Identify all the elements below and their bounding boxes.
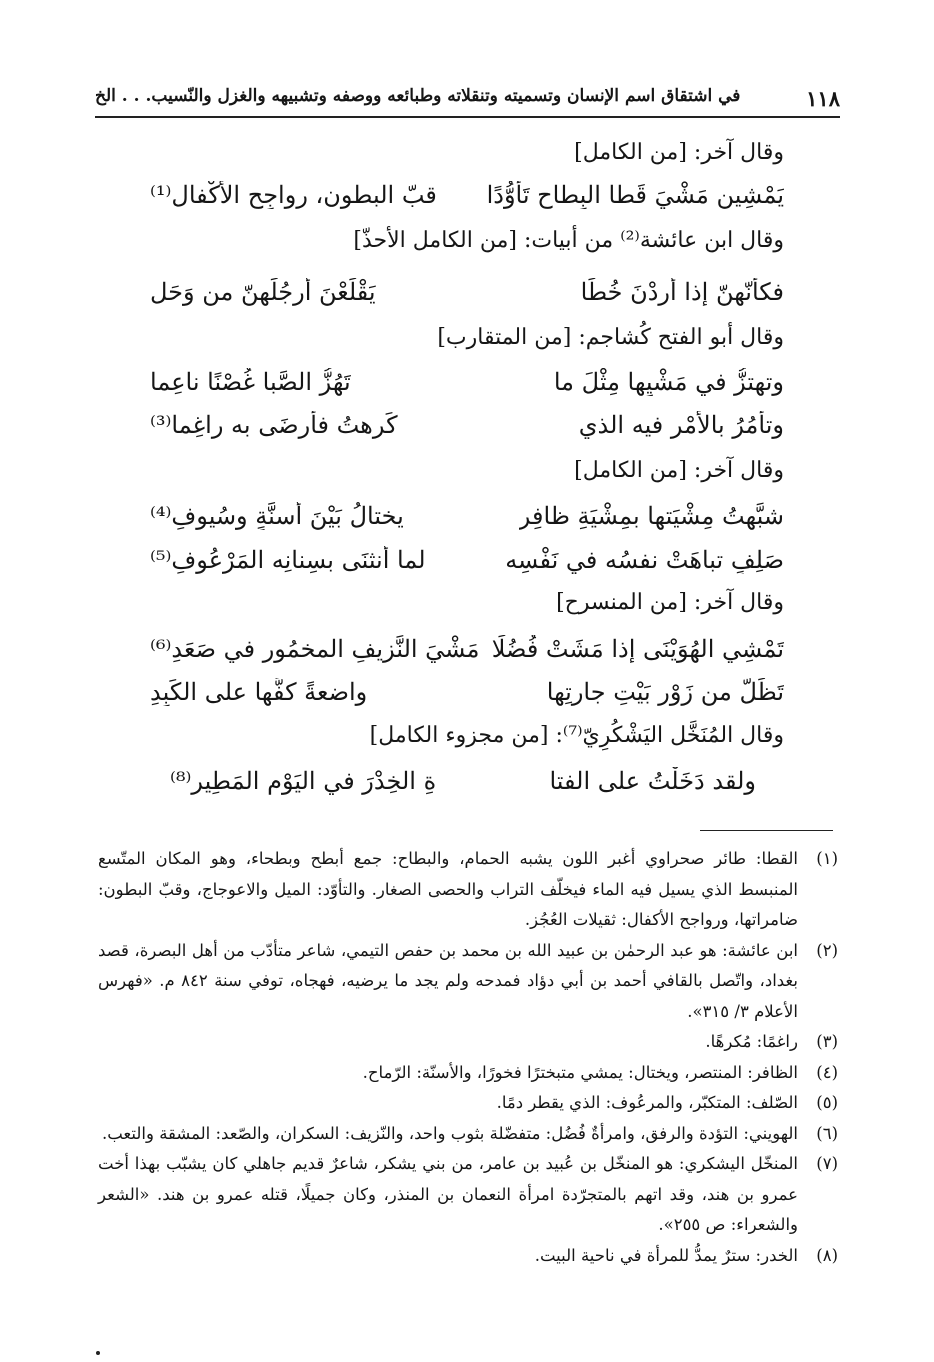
footnotes bbox=[98, 844, 838, 1271]
verse-first-hemistich: صَلِفٍ تباهَتْ نفسُه في نَفْسِه bbox=[505, 546, 784, 574]
verse-first-hemistich: يَمْشِين مَشْيَ قَطا البِطاحِ تَأَوُّدًا bbox=[486, 181, 784, 209]
footnote-number: (٨) bbox=[816, 1245, 838, 1265]
footnote-number: (٢) bbox=[816, 940, 838, 960]
footnote-number: (١) bbox=[816, 849, 838, 868]
verse-second-hemistich: ةِ الخِدْرَ في اليَوْمِ المَطِيرِ⁽⁸⁾ bbox=[170, 767, 437, 795]
footnote-number: (٦) bbox=[816, 1123, 838, 1143]
page-number: ١١٨ bbox=[806, 86, 840, 111]
verse-first-hemistich: تَظَلُّ من زَوْرِ بَيْتِ جارتِها bbox=[546, 678, 784, 706]
verse-line bbox=[150, 181, 784, 209]
page-header bbox=[95, 86, 840, 118]
footnote-text: الظافر: المنتصر، ويختال: يمشي متبخترًا فخورًا، والأسنّة: الرّماح. bbox=[362, 1062, 798, 1082]
footnote-number: (٧) bbox=[816, 1154, 838, 1173]
footnote-number: (٣) bbox=[816, 1032, 838, 1051]
intro-line: وقال آخر: [من المنسرح] bbox=[556, 590, 784, 615]
footnote bbox=[98, 1119, 838, 1150]
footnote bbox=[98, 936, 838, 1028]
footnote bbox=[98, 1027, 838, 1058]
verse-line bbox=[150, 502, 784, 530]
footnote-separator bbox=[700, 830, 833, 831]
verse-second-hemistich: قبّ البطونِ، رواجِح الأكْفالِ⁽¹⁾ bbox=[150, 181, 437, 209]
verse-line bbox=[150, 411, 784, 439]
verse-line bbox=[150, 546, 784, 574]
footnote-text: الهويني: التؤدة والرفق، وامرأةٌ فُضُل: متفضّلة بثوب واحد، والنّزيف: السكران، والصّعد: المشقة والتعب. bbox=[101, 1123, 798, 1143]
verse-second-hemistich: تَهُزُّ الصَّبا غُصْنًا ناعِما bbox=[150, 368, 351, 396]
footnote bbox=[98, 844, 838, 936]
footnote bbox=[98, 1088, 838, 1119]
verse-first-hemistich: فكأنّهنّ إذا أردْنَ خُطًا bbox=[580, 278, 784, 306]
footnote-text: المنخّل اليشكري: هو المنخّل بن عُبيد بن عامر، من بني يشكر، شاعرٌ قديم جاهلي كان يشبّب بهذا أخت عمرو بن هند، وقد اتهم بالمتجرّدة امرأة النعمان بن المنذر، وكان جميلًا، قتله عمرو بن هند. «الشعر والشعراء: ص ٢٥٥». bbox=[98, 1154, 798, 1234]
verse-second-hemistich: واضعةً كفَّها على الكَبِدِ bbox=[150, 678, 368, 706]
verse-first-hemistich: تَمْشِي الهُوَيْنَى إذا مَشَتْ فُضُلًا bbox=[491, 635, 784, 663]
footnote-number: (٥) bbox=[816, 1093, 838, 1112]
intro-line: وقال ابن عائشة⁽²⁾ من أبيات: [من الكامل الأحذّ] bbox=[353, 228, 784, 253]
footnote-text: الخدر: سترٌ يمدُّ للمرأة في ناحية البيت. bbox=[534, 1245, 798, 1265]
footnote-text: ابن عائشة: هو عبد الرحمٰن بن عبيد الله بن محمد بن حفص التيمي، شاعر متأدّب من أهل البصرة، قصد بغداد، واتّصل بالقافي أحمد بن أبي دؤاد فمدحه ولم يجد ما يرضيه، فهجاه، توفي سنة ٨٤٢ م. «فهرس الأعلام ٣/ ٣١٥». bbox=[98, 940, 798, 1021]
verse-second-hemistich: يَقْلَعْنَ أرجُلَهنّ من وَحَلِ bbox=[150, 278, 376, 306]
verse-first-hemistich: شبَّهتُ مِشْيَتها بمِشْيَةِ ظافِرٍ bbox=[518, 502, 784, 530]
footnote bbox=[98, 1149, 838, 1241]
intro-line: وقال آخر: [من الكامل] bbox=[574, 458, 784, 483]
verse-line bbox=[150, 635, 784, 663]
intro-line: وقال آخر: [من الكامل] bbox=[574, 140, 784, 165]
verse-line bbox=[150, 368, 784, 396]
verse-line bbox=[150, 278, 784, 306]
footnote-text: راغمًا: مُكرهًا. bbox=[705, 1032, 798, 1051]
intro-line: وقال أبو الفتح كُشاجم: [من المتقارب] bbox=[437, 325, 784, 350]
page-mark bbox=[96, 1351, 100, 1355]
verse-first-hemistich: وتهتزُّ في مَشْيِها مِثْلَ ما bbox=[553, 368, 784, 396]
intro-line: وقال المُنَخَّل اليَشْكُرِيّ⁽⁷⁾: [من مجزوء الكامل] bbox=[369, 723, 784, 748]
verse-second-hemistich: مَشْيَ النَّزيفِ المخمُورِ في صَعَدِ⁽⁶⁾ bbox=[150, 635, 480, 663]
footnote bbox=[98, 1058, 838, 1089]
verse-first-hemistich: وتأمُرُ بالأمْرِ فيه الذي bbox=[578, 411, 784, 439]
footnote bbox=[98, 1241, 838, 1272]
footnote-number: (٤) bbox=[816, 1062, 838, 1082]
verse-second-hemistich: يختالُ بَيْنَ أسنَّةٍ وسُيوفِ⁽⁴⁾ bbox=[150, 502, 404, 530]
verse-first-hemistich: ولقد دَخَلْتُ على الفتا bbox=[549, 767, 756, 795]
verse-line bbox=[170, 767, 756, 795]
verse-line bbox=[150, 678, 784, 706]
running-title: في اشتقاق اسم الإنسان وتسميته وتنقلاته وطبائعه ووصفه وتشبيهه والغزل والنّسيب. . . الخ bbox=[95, 86, 741, 106]
footnote-text: القطا: طائر صحراوي أغبر اللون يشبه الحمام، والبطاح: جمع أبطح وبطحاء، وهو المكان المتّسع المنبسط الذي يسيل فيه الماء فيخلّف التراب والحصى الصغار. والتأوّد: الميل والاعوجاج، وقبّ البطون: ضامراتها، ورواجح الأكفال: ثقيلات العُجُز. bbox=[98, 849, 798, 929]
verse-second-hemistich: لما أنثنَى بسِنانِه المَرْعُوفِ⁽⁵⁾ bbox=[150, 546, 426, 574]
footnote-text: الصّلف: المتكبّر، والمرعُوف: الذي يقطر دمًا. bbox=[496, 1093, 798, 1112]
verse-second-hemistich: كَرِهتُ فأرضَى به راغِما⁽³⁾ bbox=[150, 411, 398, 439]
